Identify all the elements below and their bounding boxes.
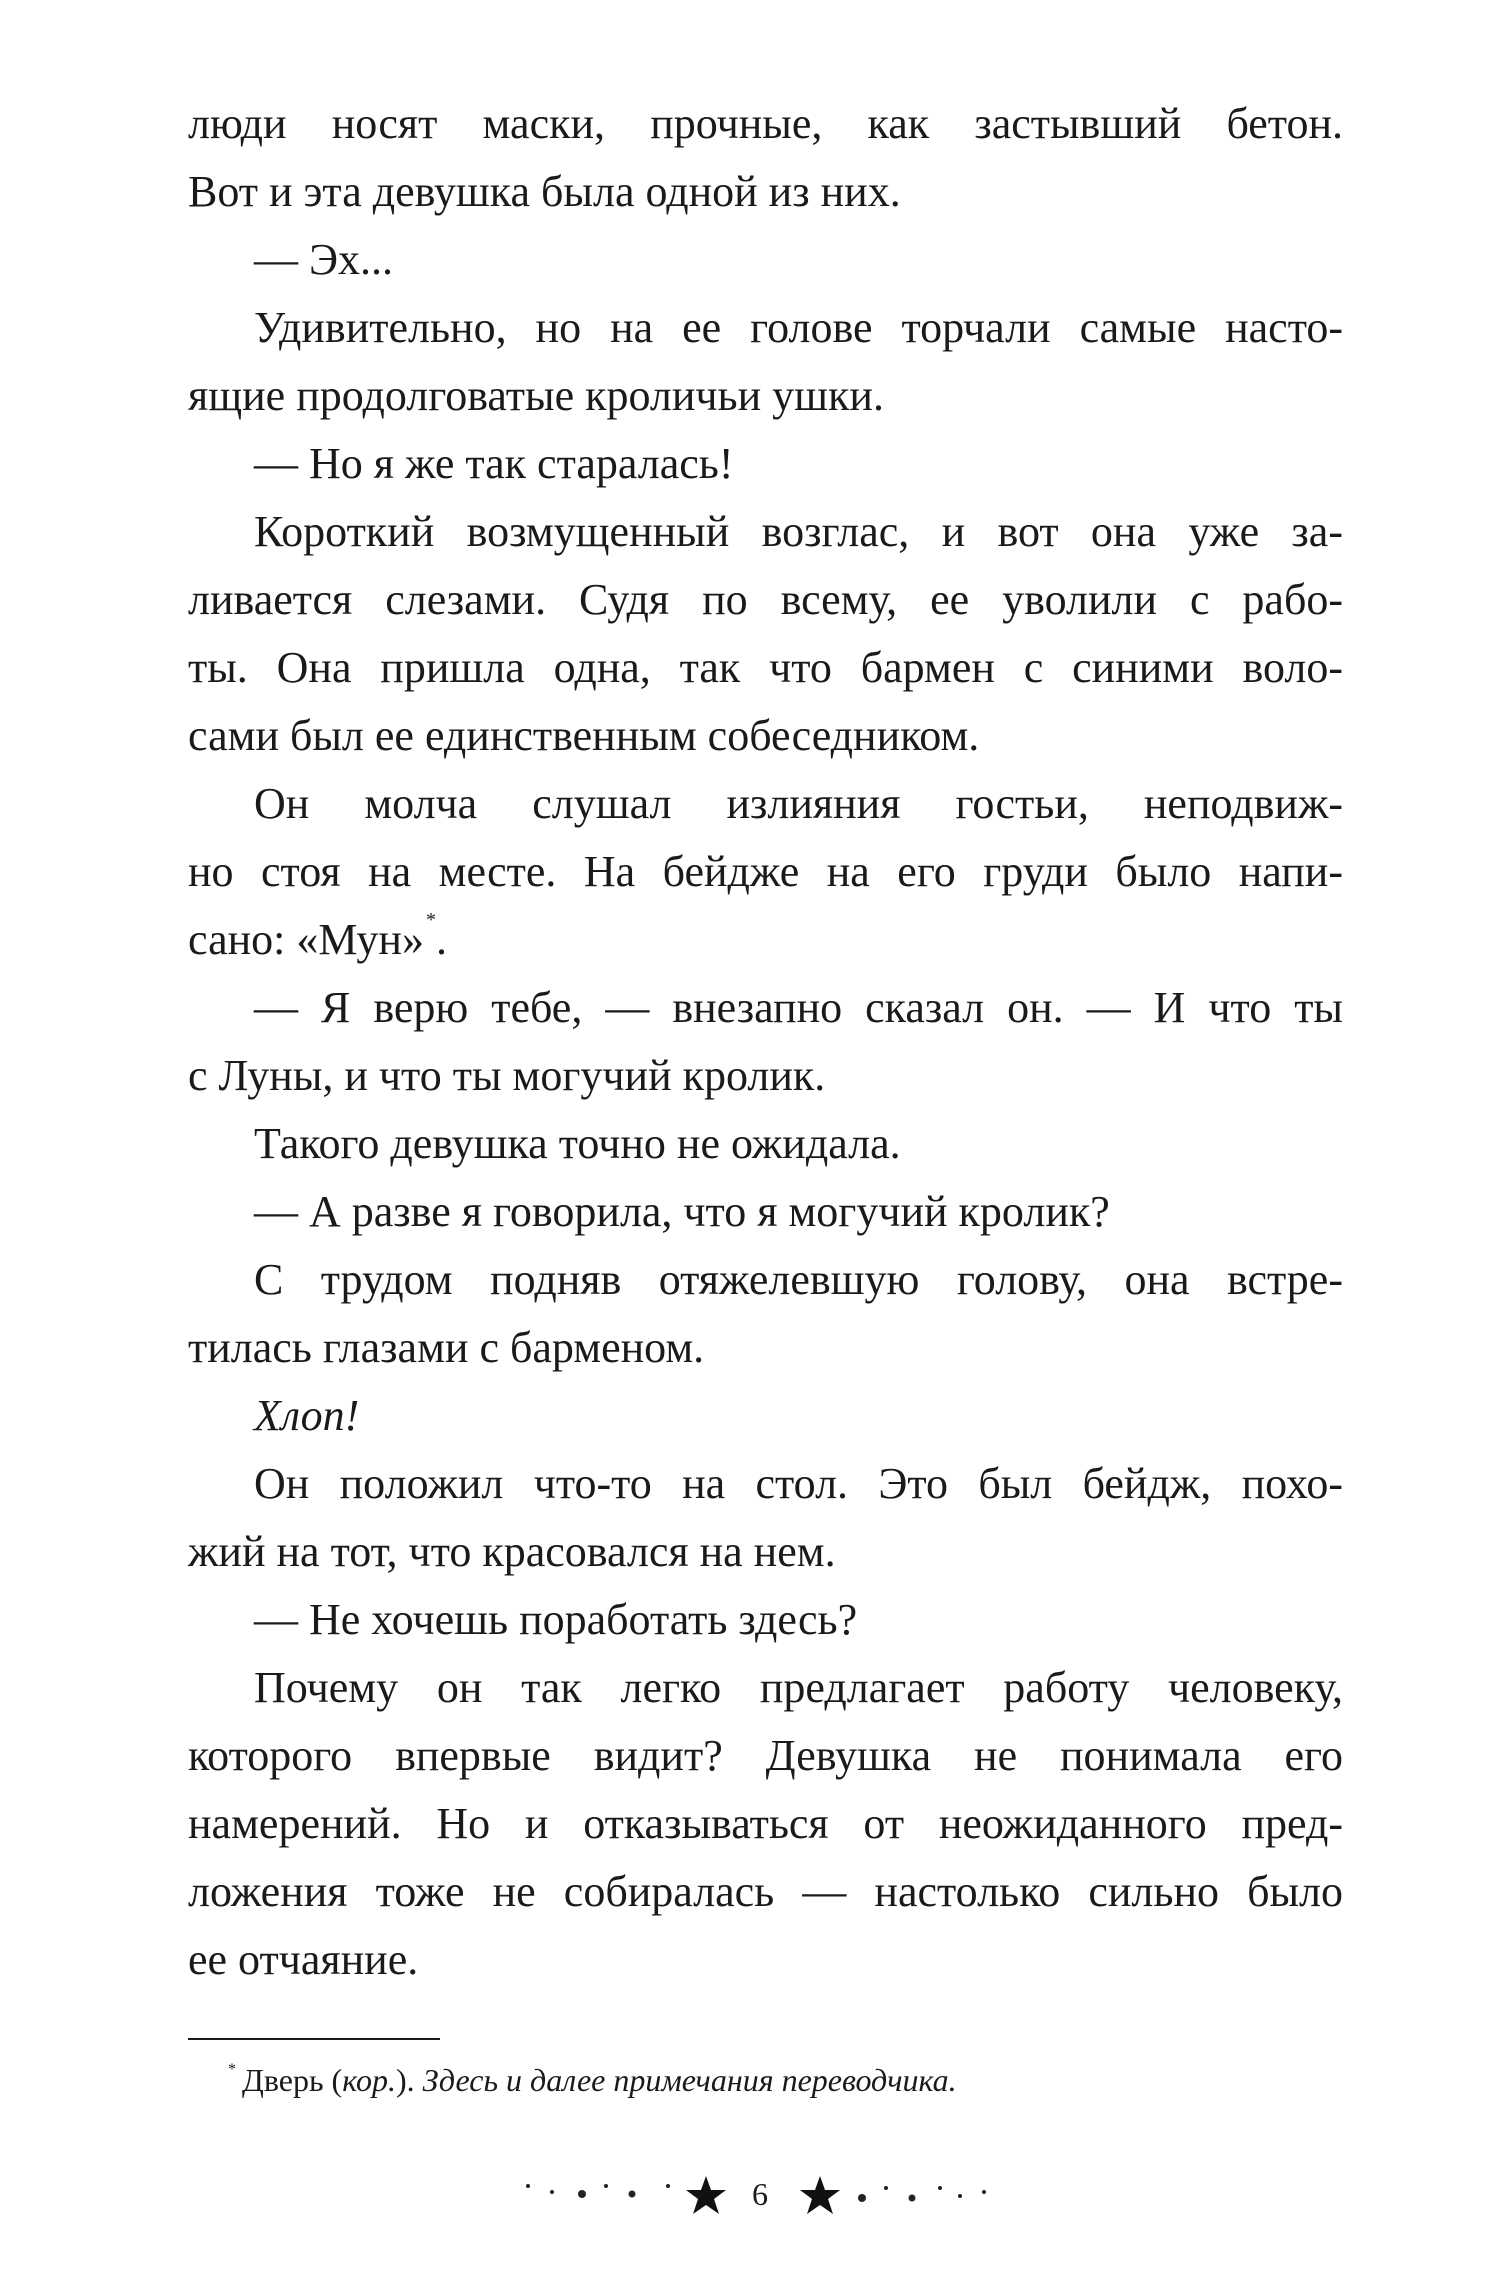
page-number: 6 [752,2176,768,2212]
body-text [188,90,1343,1994]
text-line [188,362,1343,430]
text-line [188,1314,1343,1382]
footnote-word: Дверь ( [242,2062,343,2098]
text-line-content: С трудом подняв отяжелевшую голову, она встре- [254,1255,1343,1304]
text-line-content: ее отчаяние. [188,1935,419,1984]
text-line-content: намерений. Но и отказываться от неожиданного пред- [188,1799,1343,1848]
text-line [188,1586,1343,1654]
text-line-content: Удивительно, но на ее голове торчали самые насто- [254,303,1343,352]
text-line [188,1382,1343,1450]
text-line-content: ящие продолговатые кроличьи ушки. [188,371,884,420]
text-line [188,1178,1343,1246]
text-line-content: — Не хочешь поработать здесь? [254,1595,858,1644]
text-line [188,1110,1343,1178]
text-line-content: Он положил что-то на стол. Это был бейдж, похо- [254,1459,1343,1508]
text-line [188,1654,1343,1722]
text-line [188,226,1343,294]
text-line-content: Он молча слушал излияния гостьи, неподвиж- [254,779,1343,828]
text-line [188,1722,1343,1790]
text-line [188,1926,1343,1994]
text-line [188,634,1343,702]
text-line-content: ты. Она пришла одна, так что бармен с синими воло- [188,643,1343,692]
text-line [188,1858,1343,1926]
text-line-content: люди носят маски, прочные, как застывший бетон. [188,99,1343,148]
footnote-mark: * [228,2061,236,2078]
text-line [188,770,1343,838]
text-line [188,90,1343,158]
footnote [228,2058,957,2102]
text-line-content: Хлоп! [254,1391,360,1440]
text-line [188,498,1343,566]
text-line [188,1790,1343,1858]
text-line [188,1246,1343,1314]
text-line-content: ложения тоже не собиралась — настолько сильно было [188,1867,1343,1916]
text-line [188,1518,1343,1586]
text-line [188,1042,1343,1110]
text-line-content: Короткий возмущенный возглас, и вот она уже за- [254,507,1343,556]
footnote-divider [188,2038,440,2040]
text-line [188,294,1343,362]
text-line-content: но стоя на месте. На бейдже на его груди было напи- [188,847,1343,896]
footnote-note: Здесь и далее примечания переводчика. [422,2062,957,2098]
text-line [188,702,1343,770]
text-line [188,974,1343,1042]
text-line [188,430,1343,498]
text-line-content: — Но я же так старалась! [254,439,734,488]
text-line-content: ливается слезами. Судя по всему, ее уволили с рабо- [188,575,1343,624]
text-line-content: сами был ее единственным собеседником. [188,711,980,760]
text-line [188,906,1343,974]
text-line [188,566,1343,634]
text-line-content: сано: «Мун» [188,915,424,964]
text-line-content: — Эх... [254,235,394,284]
text-line-content: с Луны, и что ты могучий кролик. [188,1051,826,1100]
text-line [188,838,1343,906]
footnote-reference: * [425,909,436,931]
text-line-content: Такого девушка точно не ожидала. [254,1119,901,1168]
footnote-close: ). [395,2062,423,2098]
text-line-content: Вот и эта девушка была одной из них. [188,167,901,216]
text-line-content: тилась глазами с барменом. [188,1323,705,1372]
text-line [188,158,1343,226]
text-line-content: жий на тот, что красовался на нем. [188,1527,836,1576]
text-line-content: — А разве я говорила, что я могучий кролик? [254,1187,1110,1236]
text-line-content: Почему он так легко предлагает работу человеку, [254,1663,1343,1712]
text-line-tail: . [435,915,447,964]
text-line [188,1450,1343,1518]
footnote-abbr: кор. [342,2062,396,2098]
page-footer [0,2168,1500,2228]
text-line-content: — Я верю тебе, — внезапно сказал он. — И что ты [254,983,1343,1032]
text-line-content: которого впервые видит? Девушка не понимала его [188,1731,1343,1780]
